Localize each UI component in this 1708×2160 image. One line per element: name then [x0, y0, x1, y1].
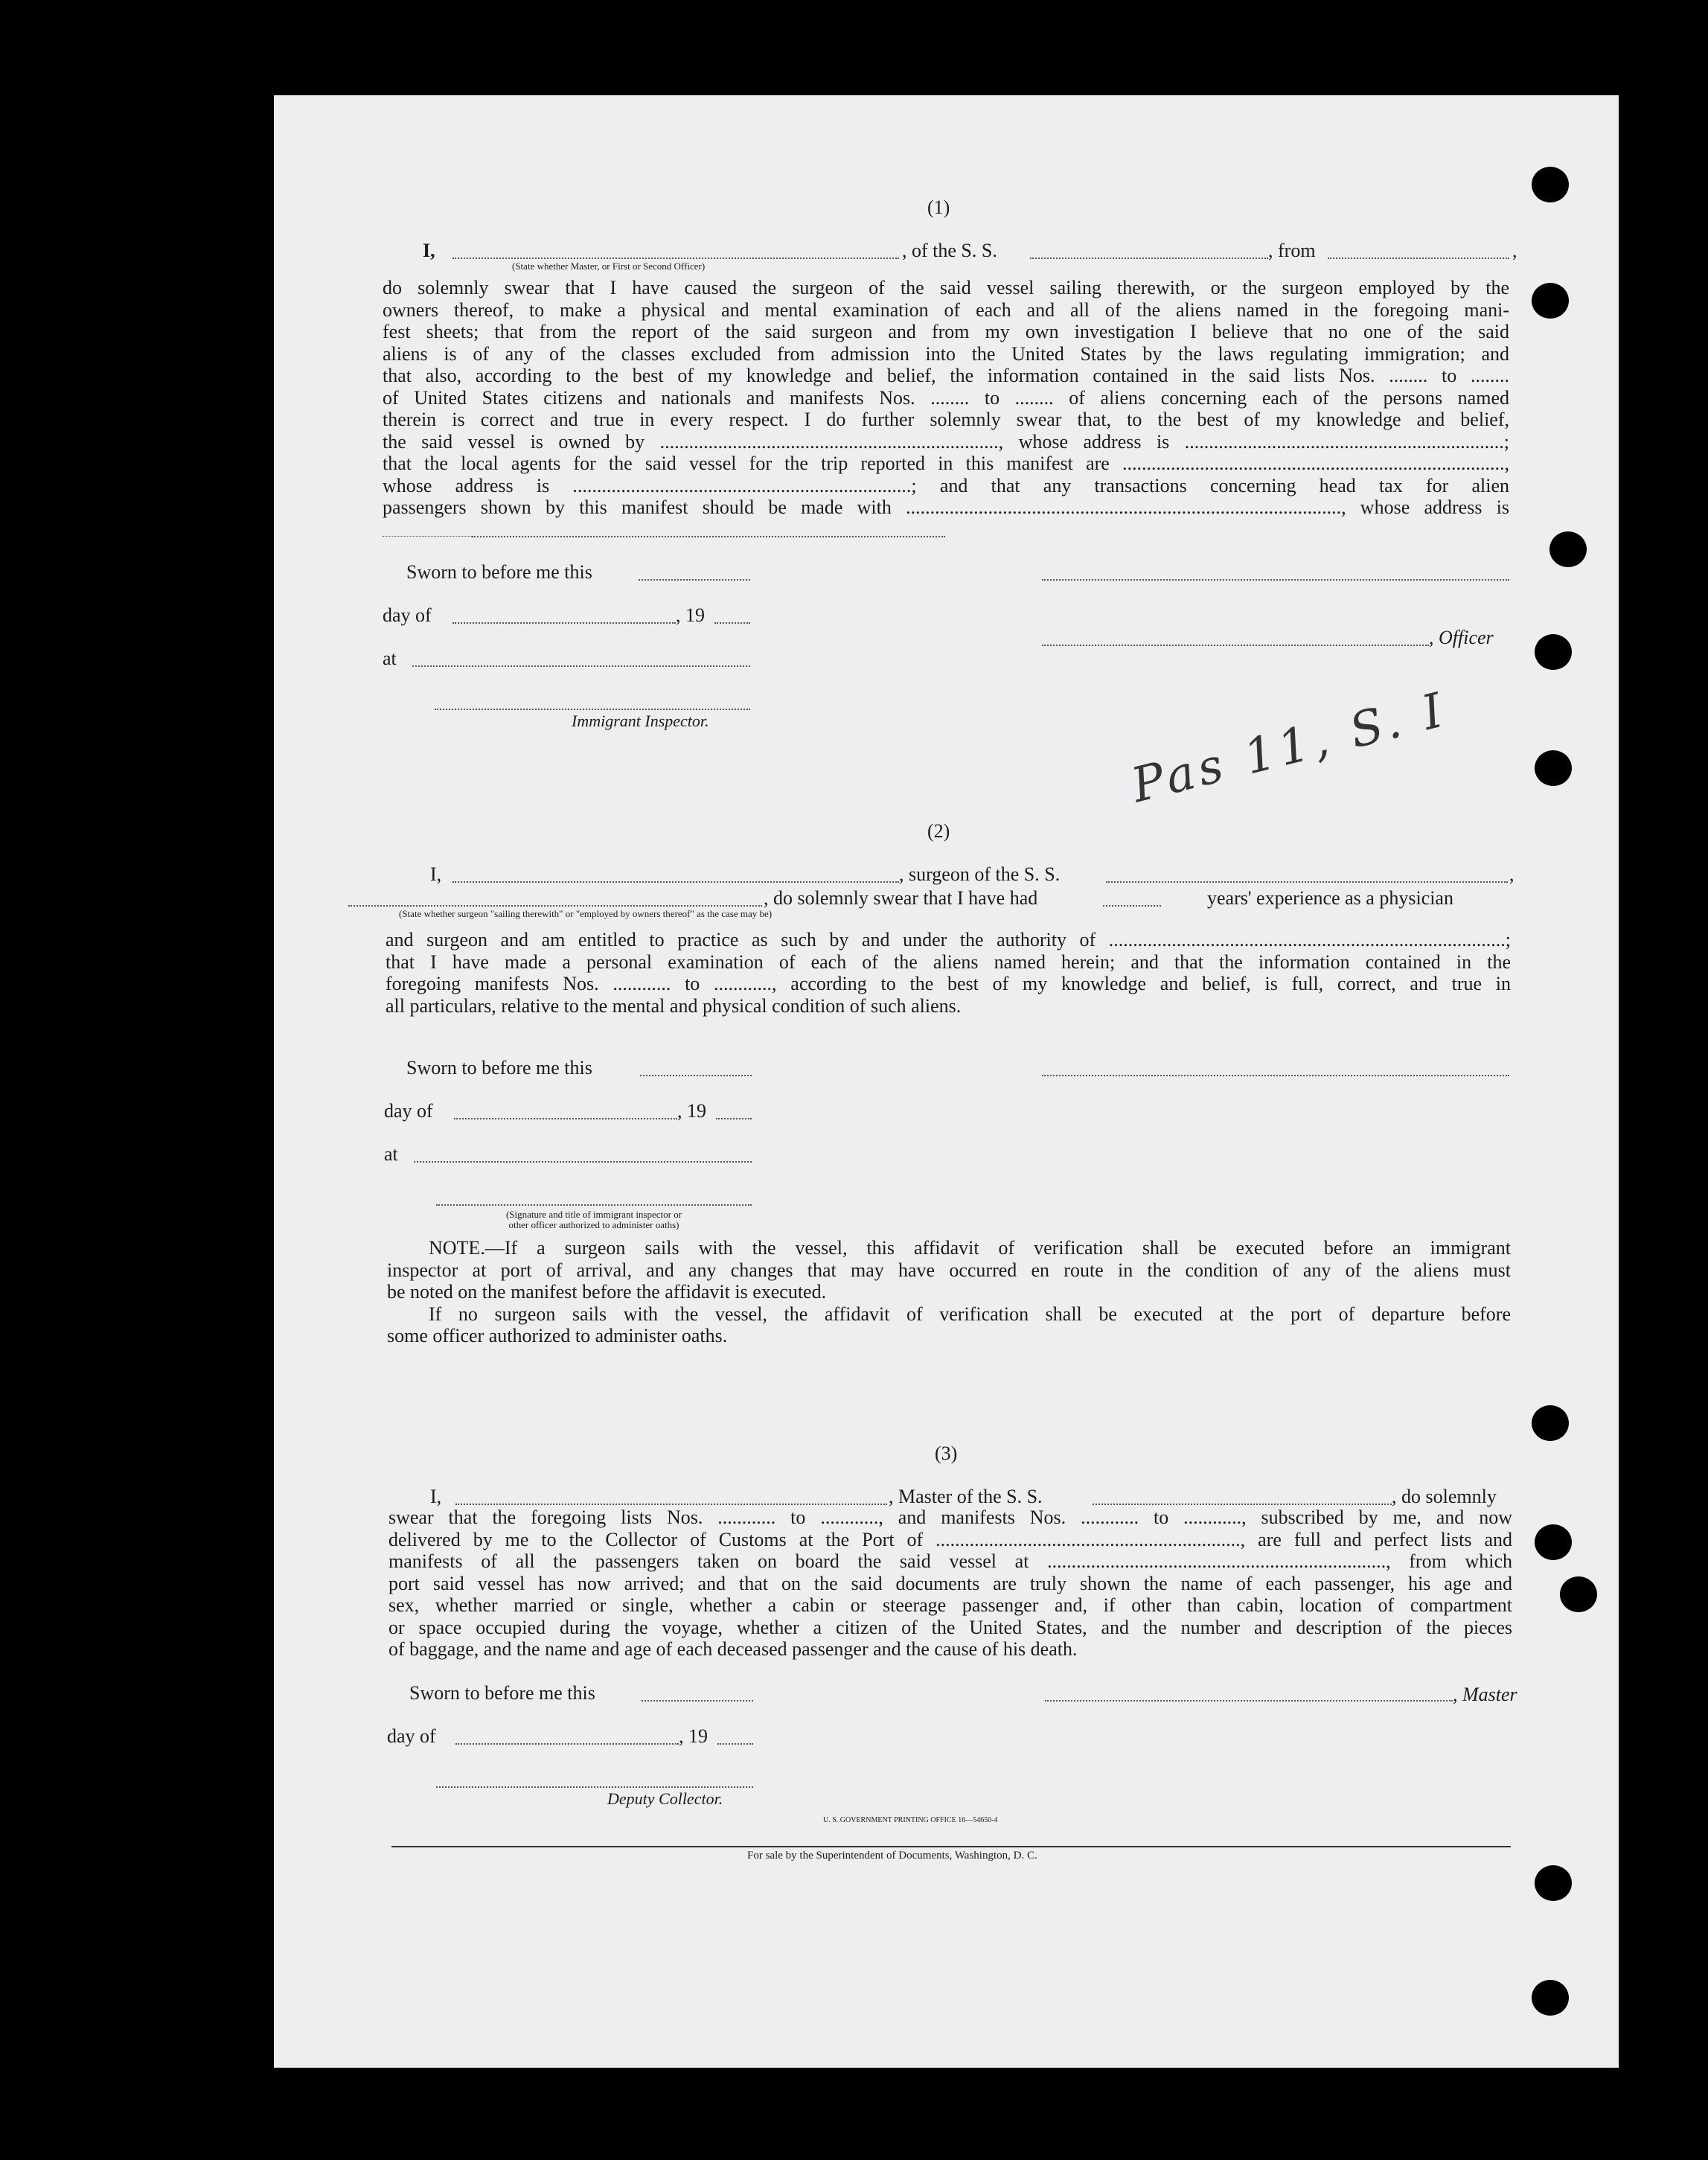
section-2-month-field[interactable]: [454, 1118, 677, 1119]
section-2-number: (2): [927, 820, 950, 842]
section-3-ship-field[interactable]: [1093, 1504, 1392, 1505]
section-1-from-label: , from: [1268, 240, 1316, 261]
deputy-collector-label: Deputy Collector.: [607, 1789, 723, 1808]
officer-title-field[interactable]: [1042, 645, 1429, 646]
section-2-ship-label: , surgeon of the S. S.: [899, 863, 1061, 885]
section-1-line: fest sheets; that from the report of the said surgeon and from my own investigation I believe that no one of the said: [383, 321, 1509, 342]
handwritten-annotation: Pas 11, S. I: [1126, 682, 1453, 814]
section-3-line: of baggage, and the name and age of each deceased passenger and the cause of his death.: [388, 1638, 1078, 1660]
section-1-line: of United States citizens and nationals and manifests Nos. ........ to ........ of aliens concerning each of the persons named: [383, 386, 1509, 409]
section-3-line: sex, whether married or single, whether a cabin or steerage passenger and, if other than cabin, location of compartment: [388, 1594, 1512, 1616]
section-1-at-label: at: [383, 648, 397, 669]
section-3-year-field[interactable]: [717, 1743, 753, 1745]
section-1-sworn-label: Sworn to before me this: [406, 561, 592, 583]
section-1-ship-label: , of the S. S.: [902, 240, 997, 261]
section-1-line: passengers shown by this manifest should be made with .........................................................................................., whose address is: [383, 496, 1509, 518]
printing-office-imprint: U. S. GOVERNMENT PRINTING OFFICE 16—54650-4: [823, 1816, 998, 1824]
section-3-line: or space occupied during the voyage, whether a citizen of the United States, and the number and description of the pieces: [388, 1616, 1512, 1638]
footer-rule: [391, 1846, 1511, 1847]
section-1-line: aliens is of any of the classes excluded from admission into the United States by the laws regulating immigration; and: [383, 342, 1509, 365]
section-3-line: port said vessel has now arrived; and that on the said documents are truly shown the name of each passenger, his age and: [388, 1572, 1512, 1594]
section-1-number: (1): [927, 196, 950, 218]
section-3-swear-label: , do solemnly: [1392, 1486, 1497, 1507]
note-line: be noted on the manifest before the affidavit is executed.: [387, 1281, 827, 1303]
section-3-sworn-label: Sworn to before me this: [409, 1682, 595, 1704]
punch-hole: [1535, 1524, 1572, 1560]
punch-hole: [1535, 1865, 1572, 1901]
officer-signature-field[interactable]: [1042, 579, 1509, 581]
master-name-field[interactable]: [455, 1504, 887, 1505]
section-2-line: all particulars, relative to the mental and physical condition of such aliens.: [386, 994, 962, 1017]
section-3-number: (3): [935, 1442, 958, 1464]
section-1-year-field[interactable]: [714, 622, 750, 624]
immigrant-inspector-label: Immigrant Inspector.: [572, 712, 709, 730]
section-1-comma: ,: [1512, 240, 1517, 261]
surgeon-signature-field[interactable]: [1042, 1075, 1509, 1076]
section-3-year-label: , 19: [679, 1725, 708, 1747]
section-2-oath-start: I,: [430, 863, 442, 885]
section-2-at-label: at: [384, 1143, 398, 1165]
section-2-body: [386, 929, 1511, 1017]
section-2-sworn-label: Sworn to before me this: [406, 1057, 592, 1079]
section-2-year-field[interactable]: [716, 1118, 752, 1119]
section-1-body: [383, 277, 1509, 519]
section-1-sworn-day-field[interactable]: [639, 579, 750, 581]
section-2-ship-field[interactable]: [1106, 881, 1508, 883]
section-1-line: whose address is ......................................................................; and that any transactions concerning head tax for alien: [383, 474, 1509, 496]
note-line: If no surgeon sails with the vessel, the affidavit of verification shall be executed at the port of departure before: [429, 1303, 1511, 1325]
section-3-body: [388, 1506, 1512, 1661]
note-line: inspector at port of arrival, and any changes that may have occurred en route in the condition of any of the aliens must: [387, 1259, 1511, 1281]
section-2-caption: (State whether surgeon "sailing therewith" or "employed by owners thereof" as the case may be): [399, 908, 773, 919]
note-line: NOTE.—If a surgeon sails with the vessel, this affidavit of verification shall be executed before an immigrant: [429, 1237, 1511, 1259]
section-1-continuation-field[interactable]: [472, 536, 945, 537]
surgeon-type-field[interactable]: [348, 905, 762, 907]
section-1-line: the said vessel is owned by ......................................................................, whose address is ..................................................................;: [383, 430, 1509, 453]
signature-caption: (Signature and title of immigrant inspector or: [505, 1209, 682, 1220]
punch-hole: [1532, 283, 1569, 319]
punch-hole: [1535, 634, 1572, 670]
officer-label: , Officer: [1429, 627, 1494, 648]
section-2-inspector-signature-field[interactable]: [436, 1204, 752, 1206]
officer-name-field[interactable]: [452, 258, 899, 259]
punch-hole: [1532, 1405, 1569, 1441]
section-3-ship-label: , Master of the S. S.: [889, 1486, 1043, 1507]
ship-name-field[interactable]: [1030, 258, 1268, 259]
form-page: [274, 95, 1619, 2068]
section-1-line: that also, according to the best of my knowledge and belief, the information contained in the said lists Nos. ........ to ........: [383, 365, 1509, 386]
section-3-line: delivered by me to the Collector of Customs at the Port of ..............................................................., are full and perfect lists and: [388, 1528, 1512, 1550]
section-2-sworn-day-field[interactable]: [640, 1075, 752, 1076]
section-1-year-label: , 19: [676, 604, 705, 626]
punch-hole: [1532, 1980, 1569, 2016]
section-1-line: that the local agents for the said vessel for the trip reported in this manifest are ...............................................................................,: [383, 453, 1509, 474]
section-1-line: therein is correct and true in every respect. I do further solemnly swear that, to the best of my knowledge and belief,: [383, 409, 1509, 430]
surgeon-name-field[interactable]: [452, 881, 899, 883]
punch-hole: [1532, 167, 1569, 202]
section-2-line: that I have made a personal examination of each of the aliens named herein; and that the information contained in the: [386, 950, 1511, 973]
from-port-field[interactable]: [1328, 258, 1509, 259]
section-2-line: foregoing manifests Nos. ............ to ............, according to the best of my knowledge and belief, is full, correct, and true in: [386, 973, 1511, 994]
punch-hole: [1535, 750, 1572, 786]
master-signature-field[interactable]: [1045, 1700, 1453, 1702]
signature-caption: other officer authorized to administer oaths): [508, 1219, 679, 1230]
punch-hole: [1549, 531, 1587, 567]
section-2-swear-label: , do solemnly swear that I have had: [764, 887, 1038, 909]
section-2-line: and surgeon and am entitled to practice as such by and under the authority of ..................................................................................;: [386, 929, 1511, 950]
for-sale-notice: For sale by the Superintendent of Documents, Washington, D. C.: [747, 1850, 1037, 1862]
section-2-year-label: , 19: [677, 1100, 706, 1122]
section-2-experience-label: years' experience as a physician: [1207, 887, 1453, 909]
section-2-place-field[interactable]: [414, 1161, 752, 1163]
section-3-line: swear that the foregoing lists Nos. ............ to ............, and manifests Nos. ............ to ............, subscribed by me, and now: [388, 1506, 1512, 1528]
section-1-day-of-label: day of: [383, 604, 432, 626]
section-3-sworn-day-field[interactable]: [642, 1700, 753, 1702]
master-label: , Master: [1453, 1684, 1517, 1705]
section-1-oath-start: I,: [423, 240, 435, 261]
note-block: [387, 1237, 1511, 1347]
section-1-month-field[interactable]: [452, 622, 676, 624]
years-experience-field[interactable]: [1103, 905, 1161, 907]
section-2-comma: ,: [1509, 863, 1515, 885]
section-1-place-field[interactable]: [412, 665, 750, 667]
section-1-caption: (State whether Master, or First or Second Officer): [512, 261, 706, 272]
note-line: some officer authorized to administer oaths.: [387, 1325, 728, 1346]
section-1-line: owners thereof, to make a physical and mental examination of each and all of the aliens named in the foregoing mani-: [383, 298, 1509, 321]
section-1-continuation-field[interactable]: [383, 536, 472, 537]
section-3-line: manifests of all the passengers taken on board the said vessel at ......................................................................, from which: [388, 1550, 1512, 1572]
punch-hole: [1560, 1576, 1597, 1612]
section-1-line: do solemnly swear that I have caused the surgeon of the said vessel sailing therewith, or the surgeon employed by the: [383, 277, 1509, 298]
section-3-day-of-label: day of: [387, 1725, 436, 1747]
section-3-month-field[interactable]: [455, 1743, 679, 1745]
section-3-oath-start: I,: [430, 1486, 442, 1507]
section-2-day-of-label: day of: [384, 1100, 433, 1122]
